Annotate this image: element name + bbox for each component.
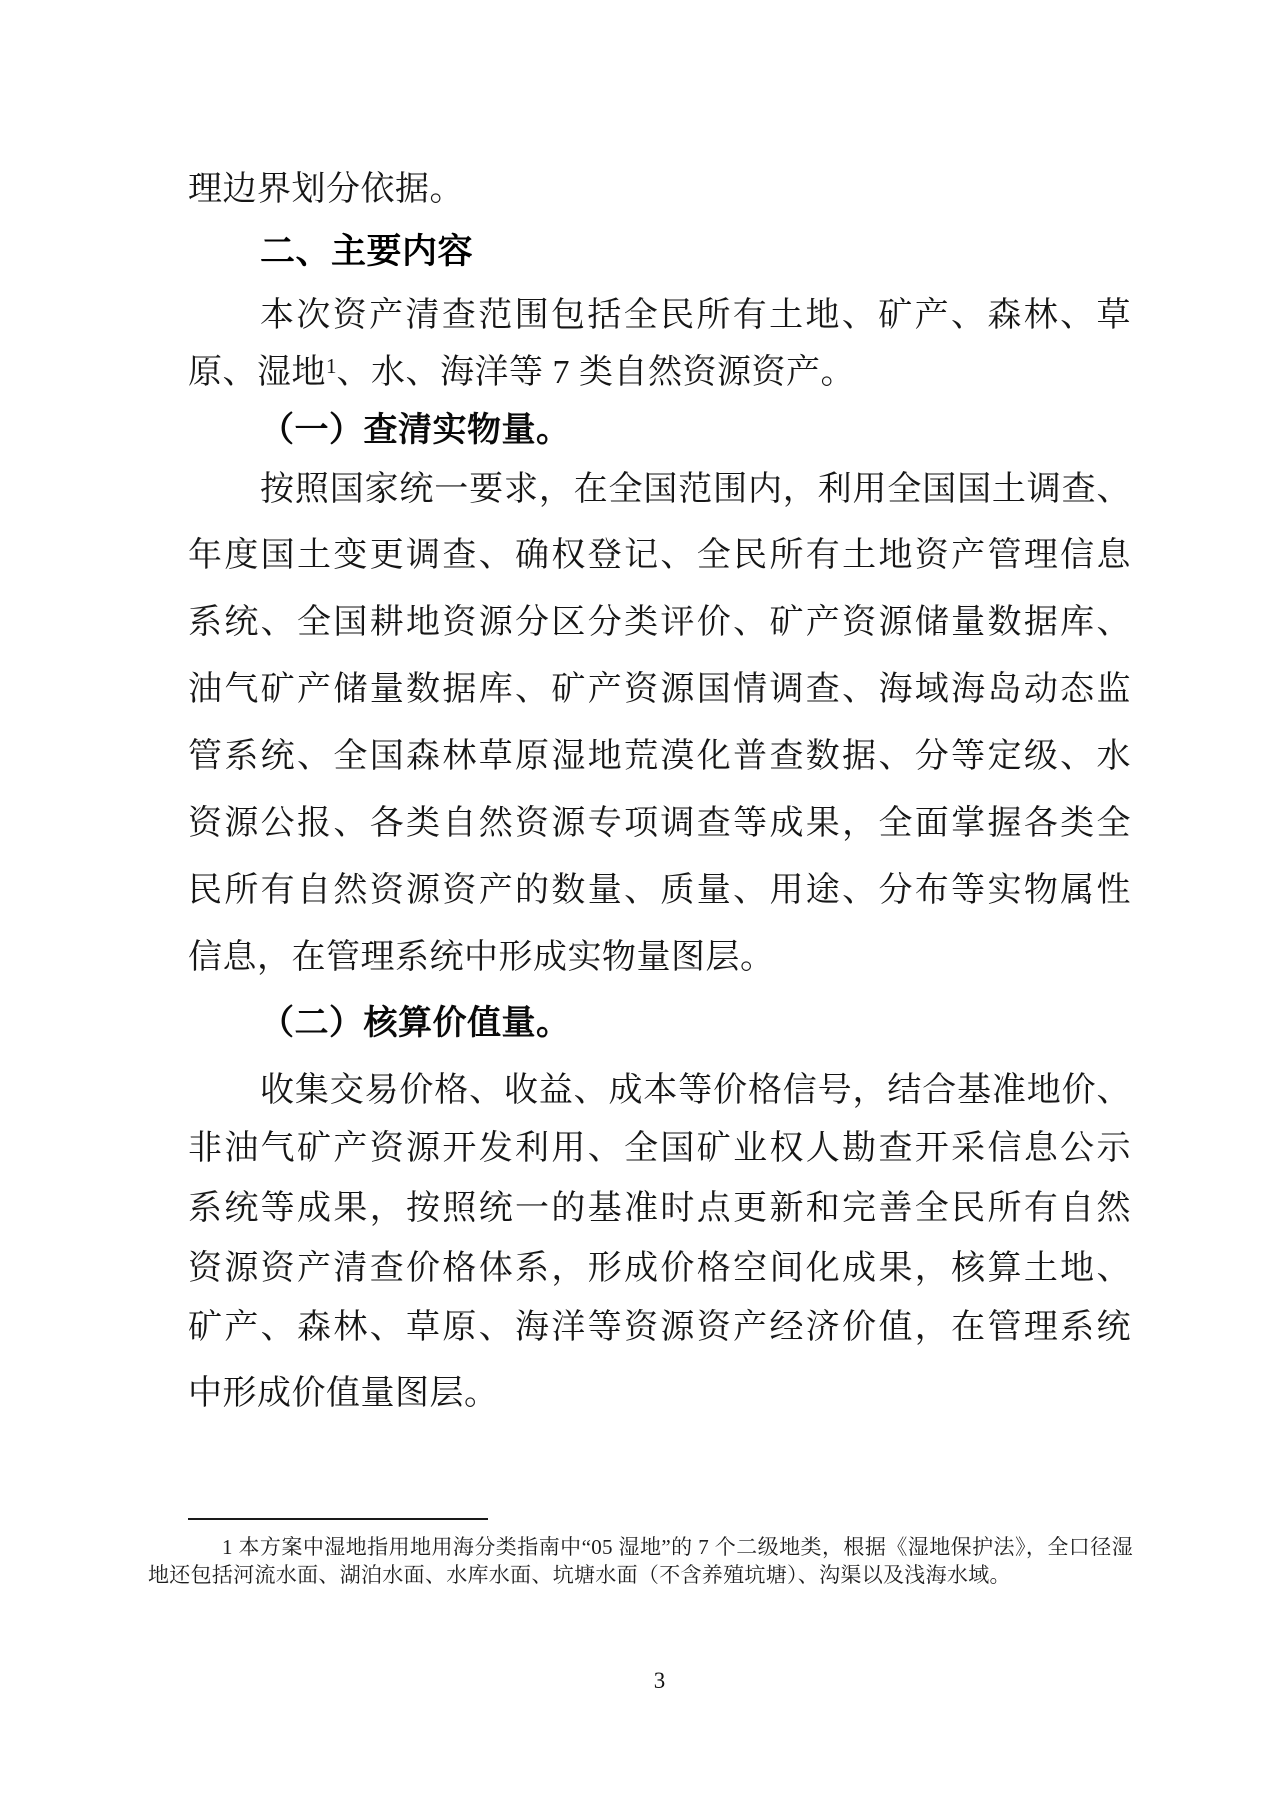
- body-line: 本次资产清查范围包括全民所有土地、矿产、森林、草: [260, 297, 1131, 334]
- body-line: 按照国家统一要求，在全国范围内，利用全国国土调查、: [260, 471, 1131, 508]
- body-line: 系统等成果，按照统一的基准时点更新和完善全民所有自然: [188, 1190, 1131, 1227]
- sub-heading: （一）查清实物量。: [260, 412, 571, 449]
- body-line: 中形成价值量图层。: [188, 1375, 499, 1412]
- footnote-separator: [188, 1518, 488, 1520]
- body-line: 油气矿产储量数据库、矿产资源国情调查、海域海岛动态监: [188, 671, 1131, 708]
- body-line: 理边界划分依据。: [188, 171, 464, 208]
- body-text: 、水、海洋等 7 类自然资源资产。: [336, 354, 855, 391]
- body-line: [188, 353, 1131, 394]
- footnote-reference: 1: [326, 354, 337, 378]
- body-line: 资源公报、各类自然资源专项调查等成果，全面掌握各类全: [188, 805, 1131, 842]
- body-line: 信息，在管理系统中形成实物量图层。: [188, 939, 775, 976]
- footnote-line: 1 本方案中湿地指用地用海分类指南中“05 湿地”的 7 个二级地类，根据《湿地保护法》，全口径湿: [222, 1535, 1133, 1559]
- body-line: 民所有自然资源资产的数量、质量、用途、分布等实物属性: [188, 872, 1131, 909]
- sub-heading: （二）核算价值量。: [260, 1005, 571, 1042]
- body-text: 原、湿地: [188, 354, 326, 391]
- body-line: 非油气矿产资源开发利用、全国矿业权人勘查开采信息公示: [188, 1130, 1131, 1167]
- body-line: 系统、全国耕地资源分区分类评价、矿产资源储量数据库、: [188, 604, 1131, 641]
- body-line: 矿产、森林、草原、海洋等资源资产经济价值，在管理系统: [188, 1309, 1131, 1346]
- body-line: 年度国土变更调查、确权登记、全民所有土地资产管理信息: [188, 537, 1131, 574]
- body-line: 管系统、全国森林草原湿地荒漠化普查数据、分等定级、水: [188, 738, 1131, 775]
- footnote-line: 地还包括河流水面、湖泊水面、水库水面、坑塘水面（不含养殖坑塘）、沟渠以及浅海水域。: [148, 1563, 1011, 1587]
- body-line: 资源资产清查价格体系，形成价格空间化成果，核算土地、: [188, 1250, 1131, 1287]
- section-heading: 二、主要内容: [260, 232, 474, 271]
- page-number: 3: [653, 1668, 666, 1693]
- body-line: 收集交易价格、收益、成本等价格信号，结合基准地价、: [260, 1072, 1131, 1109]
